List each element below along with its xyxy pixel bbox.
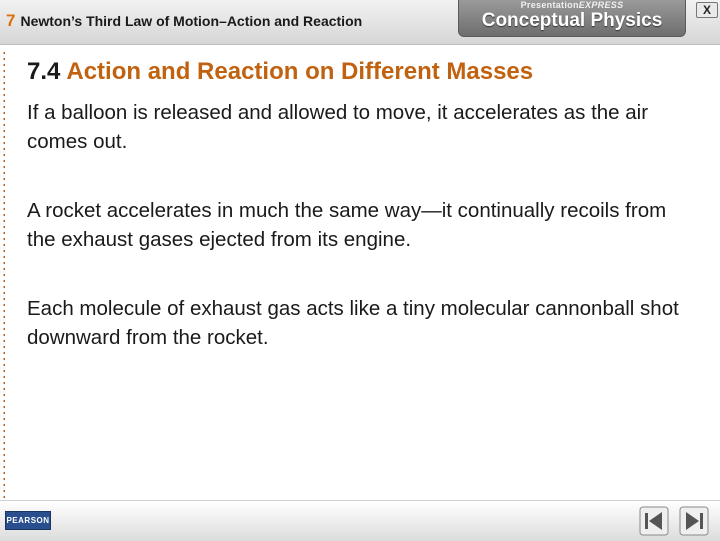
section-title — [27, 58, 533, 86]
slide-footer — [0, 500, 720, 541]
publisher-logo: PEARSON — [5, 511, 51, 530]
chapter-title: Newton’s Third Law of Motion–Action and Reaction — [20, 13, 363, 29]
paragraph-1: If a balloon is released and allowed to move, it accelerates as the air comes out. — [27, 101, 649, 153]
chapter-heading — [6, 11, 362, 31]
brand-tagline: PresentationEXPRESS — [520, 0, 624, 10]
close-button[interactable]: X — [696, 2, 718, 18]
chapter-number: 7 — [6, 11, 16, 30]
section-number: 7.4 — [27, 58, 61, 85]
brand-logo — [458, 0, 686, 37]
paragraph-3: Each molecule of exhaust gas acts like a tiny molecular cannonball shot downward from the rocket. — [27, 297, 679, 349]
previous-slide-icon[interactable] — [639, 506, 669, 536]
next-slide-icon[interactable] — [679, 506, 709, 536]
dotted-border — [3, 50, 5, 498]
paragraph-2: A rocket accelerates in much the same way—it continually recoils from the exhaust gases ejected from its engine. — [27, 199, 667, 251]
brand-name: Conceptual Physics — [481, 10, 663, 31]
section-heading: Action and Reaction on Different Masses — [66, 58, 534, 85]
slide-header — [0, 0, 720, 45]
